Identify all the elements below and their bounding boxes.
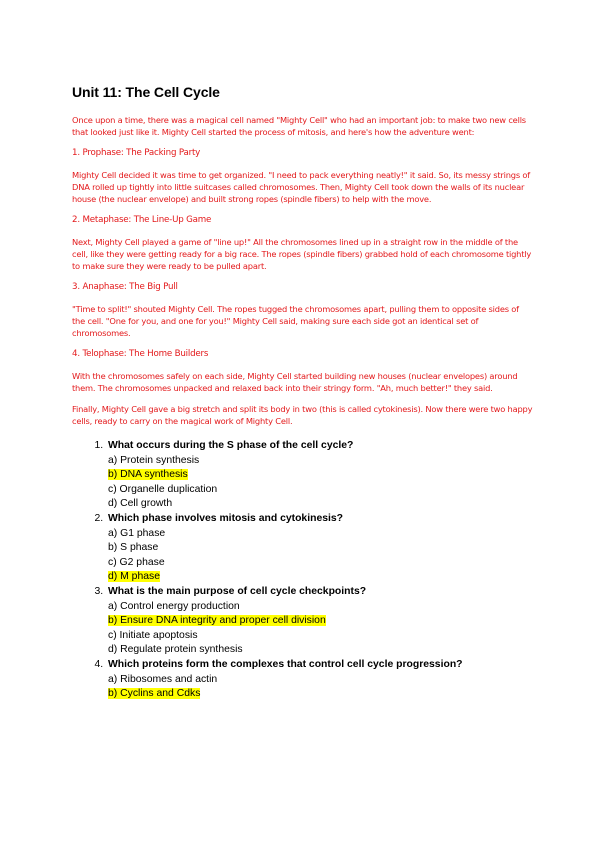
answer-option [108,454,534,469]
document-content [72,84,534,702]
quiz-question [106,512,534,585]
quiz-list [72,439,534,702]
answer-option [108,673,534,688]
section-heading-prophase: 1. Prophase: The Packing Party [72,148,201,158]
answer-option [108,541,534,556]
answer-option [108,643,534,658]
intro-paragraph: Once upon a time, there was a magical cell named "Mighty Cell" who had an important job: to make two new cells that looked just like it. Mighty Cell started the process of mitosis, and here's how the adventure went: [72,115,526,137]
question-text: What is the main purpose of cell cycle checkpoints? [108,585,367,597]
section-text-anaphase: "Time to split!" shouted Mighty Cell. The ropes tugged the chromosomes apart, pulling them to opposite sides of the cell. "One for you, and one for you!" Mighty Cell said, making sure each side got an identical set of chromosomes. [72,304,519,338]
section-text-prophase: Mighty Cell decided it was time to get organized. "I need to pack everything neatly!" it said. So, its messy strings of DNA rolled up tightly into little suitcases called chromosomes. Then, Mighty Cell took down the walls of its nuclear house (the nuclear envelope) and built strong ropes (spindle fibers) to help with the move. [72,170,530,204]
answer-option-label: d) M phase [108,571,160,583]
question-text: Which phase involves mitosis and cytokinesis? [108,512,344,524]
answer-option [108,600,534,615]
quiz-question [106,658,534,702]
question-text: Which proteins form the complexes that control cell cycle progression? [108,658,463,670]
answer-option-label: c) G2 phase [108,556,165,568]
quiz-question [106,585,534,658]
section-heading-metaphase: 2. Metaphase: The Line-Up Game [72,215,212,225]
section-heading-telophase: 4. Telophase: The Home Builders [72,349,209,359]
answer-option [108,497,534,512]
answer-option-label: c) Organelle duplication [108,483,218,495]
answer-option-label: a) Ribosomes and actin [108,673,218,685]
answer-option-label: c) Initiate apoptosis [108,629,198,641]
answer-option [108,468,534,483]
answer-option [108,527,534,542]
answer-option-label: a) G1 phase [108,527,166,539]
answer-option-label: a) Protein synthesis [108,454,200,466]
answer-option-label: b) Ensure DNA integrity and proper cell division [108,615,326,627]
answer-option [108,570,534,585]
section-text-metaphase: Next, Mighty Cell played a game of "line up!" All the chromosomes lined up in a straight row in the middle of the cell, like they were getting ready for a big race. The ropes (spindle fibers) grabbed hold of each chromosome tightly to make sure they were ready to be pulled apart. [72,237,532,271]
quiz-question [106,439,534,512]
page-title: Unit 11: The Cell Cycle [72,84,220,100]
answer-option-label: d) Cell growth [108,498,173,510]
answer-option-label: b) DNA synthesis [108,469,188,481]
closing-paragraph: Finally, Mighty Cell gave a big stretch and split its body in two (this is called cytokinesis). Now there were two happy cells, ready to carry on the magical work of Mighty Cell. [72,404,533,426]
answer-option [108,483,534,498]
question-text: What occurs during the S phase of the cell cycle? [108,440,354,451]
section-text-telophase: With the chromosomes safely on each side, Mighty Cell started building new houses (nuclear envelopes) around them. The chromosomes unpacked and relaxed back into their stringy form. "Ah, much better!" they said. [72,371,518,393]
answer-option [108,614,534,629]
section-heading-anaphase: 3. Anaphase: The Big Pull [72,282,178,292]
answer-option-label: b) Cyclins and Cdks [108,688,201,700]
answer-option-label: a) Control energy production [108,600,240,612]
answer-option [108,687,534,702]
answer-option [108,556,534,571]
answer-option-label: b) S phase [108,542,159,554]
answer-option [108,629,534,644]
answer-option-label: d) Regulate protein synthesis [108,644,243,656]
